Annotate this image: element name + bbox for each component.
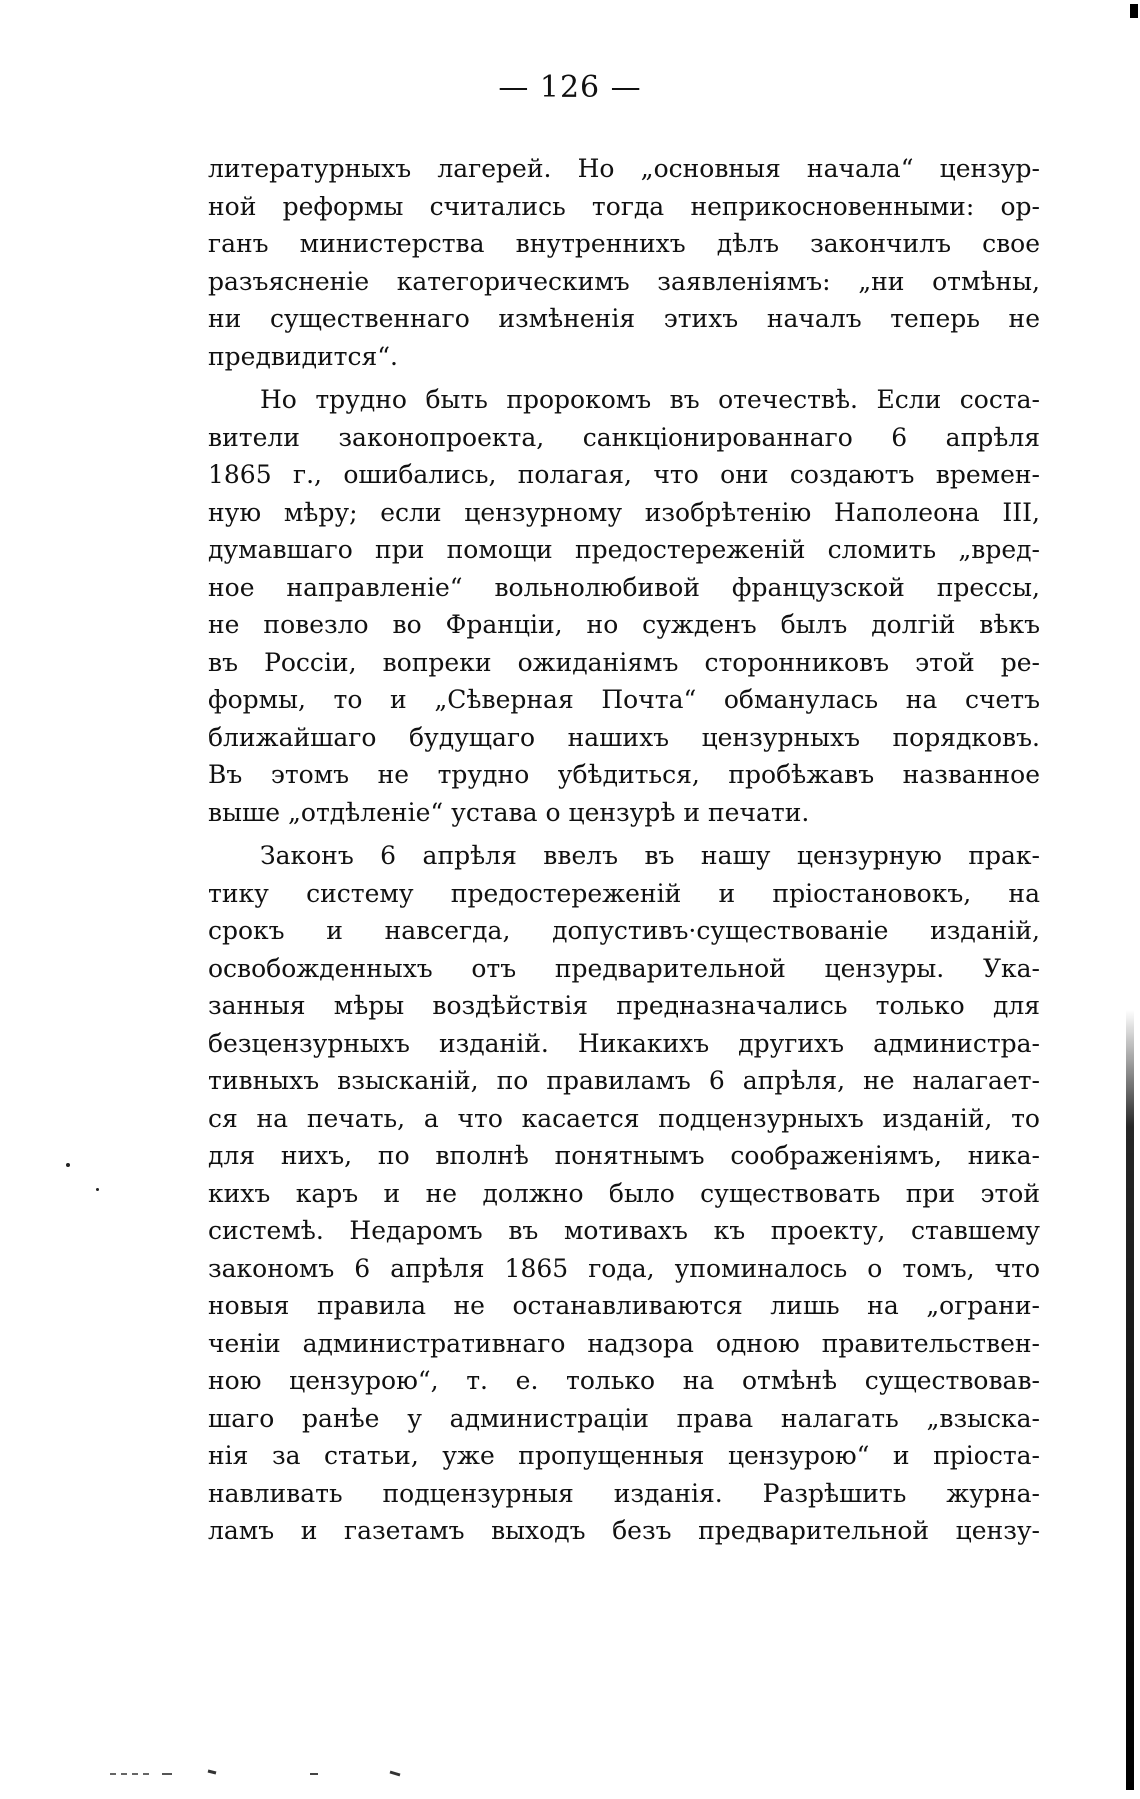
text-line: нія за статьи, уже пропущенныя цензурою“ и пріоста-	[208, 1441, 1040, 1470]
scan-speck	[66, 1163, 70, 1167]
scan-bottom-marks	[110, 1768, 610, 1778]
text-line: ни существеннаго измѣненія этихъ началъ теперь не	[208, 304, 1040, 333]
text-line: ганъ министерства внутреннихъ дѣлъ закончилъ свое	[208, 229, 1040, 258]
scan-speck	[96, 1188, 99, 1191]
scan-edge-shadow	[1126, 1010, 1134, 1790]
text-line: безцензурныхъ изданій. Никакихъ другихъ администра-	[208, 1028, 1040, 1058]
text-line: ближайшаго будущаго нашихъ цензурныхъ порядковъ.	[208, 722, 1040, 752]
text-line: ное направленіе“ вольнолюбивой французской прессы,	[208, 572, 1040, 602]
text-line: литературныхъ лагерей. Но „основныя начала“ цензур-	[208, 154, 1040, 183]
text-line: занныя мѣры воздѣйствія предназначались только для	[208, 991, 1040, 1020]
text-line: вители законопроекта, санкціонированнаго 6 апрѣля	[208, 422, 1040, 452]
text-line: Въ этомъ не трудно убѣдиться, пробѣжавъ названное	[208, 760, 1040, 789]
text-line: не повезло во Франціи, но сужденъ былъ долгій вѣкъ	[208, 610, 1040, 639]
text-line: навливать подцензурныя изданія. Разрѣшить журна-	[208, 1478, 1040, 1508]
page-number: — 126 —	[498, 70, 642, 105]
text-line: ной реформы считались тогда неприкосновенными: ор-	[208, 191, 1040, 221]
text-line: новыя правила не останавливаются лишь на „ограни-	[208, 1291, 1040, 1320]
text-line: кихъ каръ и не должно было существовать при этой	[208, 1178, 1040, 1208]
text-line: выше „отдѣленіе“ устава о цензурѣ и печати.	[208, 797, 810, 827]
body-text	[208, 150, 1040, 1550]
text-line: ся на печать, а что касается подцензурныхъ изданій, то	[208, 1103, 1040, 1133]
text-line: закономъ 6 апрѣля 1865 года, упоминалось о томъ, что	[208, 1253, 1040, 1283]
text-line: предвидится“.	[208, 341, 398, 371]
text-line: срокъ и навсегда, допустивъ·существованіе изданій,	[208, 916, 1040, 945]
scan-corner-mark	[1130, 4, 1138, 18]
text-line: ною цензурою“, т. е. только на отмѣнѣ существовав-	[208, 1366, 1040, 1395]
text-line: думавшаго при помощи предостереженій сломить „вред-	[208, 535, 1040, 564]
text-line: освобожденныхъ отъ предварительной цензуры. Ука-	[208, 953, 1040, 983]
text-line: 1865 г., ошибались, полагая, что они создаютъ времен-	[208, 460, 1040, 489]
text-line: ламъ и газетамъ выходъ безъ предварительной цензу-	[208, 1516, 1040, 1545]
text-line: для нихъ, по вполнѣ понятнымъ соображеніямъ, ника-	[208, 1141, 1040, 1170]
text-line: формы, то и „Сѣверная Почта“ обманулась на счетъ	[208, 685, 1040, 714]
text-line: ченіи административнаго надзора одною правительствен-	[208, 1328, 1040, 1358]
text-line: шаго ранѣе у администраціи права налагать „взыска-	[208, 1403, 1040, 1433]
text-line: Но трудно быть пророкомъ въ отечествѣ. Если соста-	[260, 385, 1040, 414]
text-line: въ Россіи, вопреки ожиданіямъ сторонниковъ этой ре-	[208, 647, 1040, 677]
text-line: тивныхъ взысканій, по правиламъ 6 апрѣля, не налагает-	[208, 1066, 1040, 1095]
text-line: ную мѣру; если цензурному изобрѣтенію Наполеона III,	[208, 497, 1040, 527]
text-line: системѣ. Недаромъ въ мотивахъ къ проекту, ставшему	[208, 1216, 1040, 1245]
text-line: разъясненіе категорическимъ заявленіямъ: „ни отмѣны,	[208, 266, 1040, 296]
text-line: тику систему предостереженій и пріостановокъ, на	[208, 878, 1040, 908]
text-line: Законъ 6 апрѣля ввелъ въ нашу цензурную прак-	[260, 841, 1040, 870]
